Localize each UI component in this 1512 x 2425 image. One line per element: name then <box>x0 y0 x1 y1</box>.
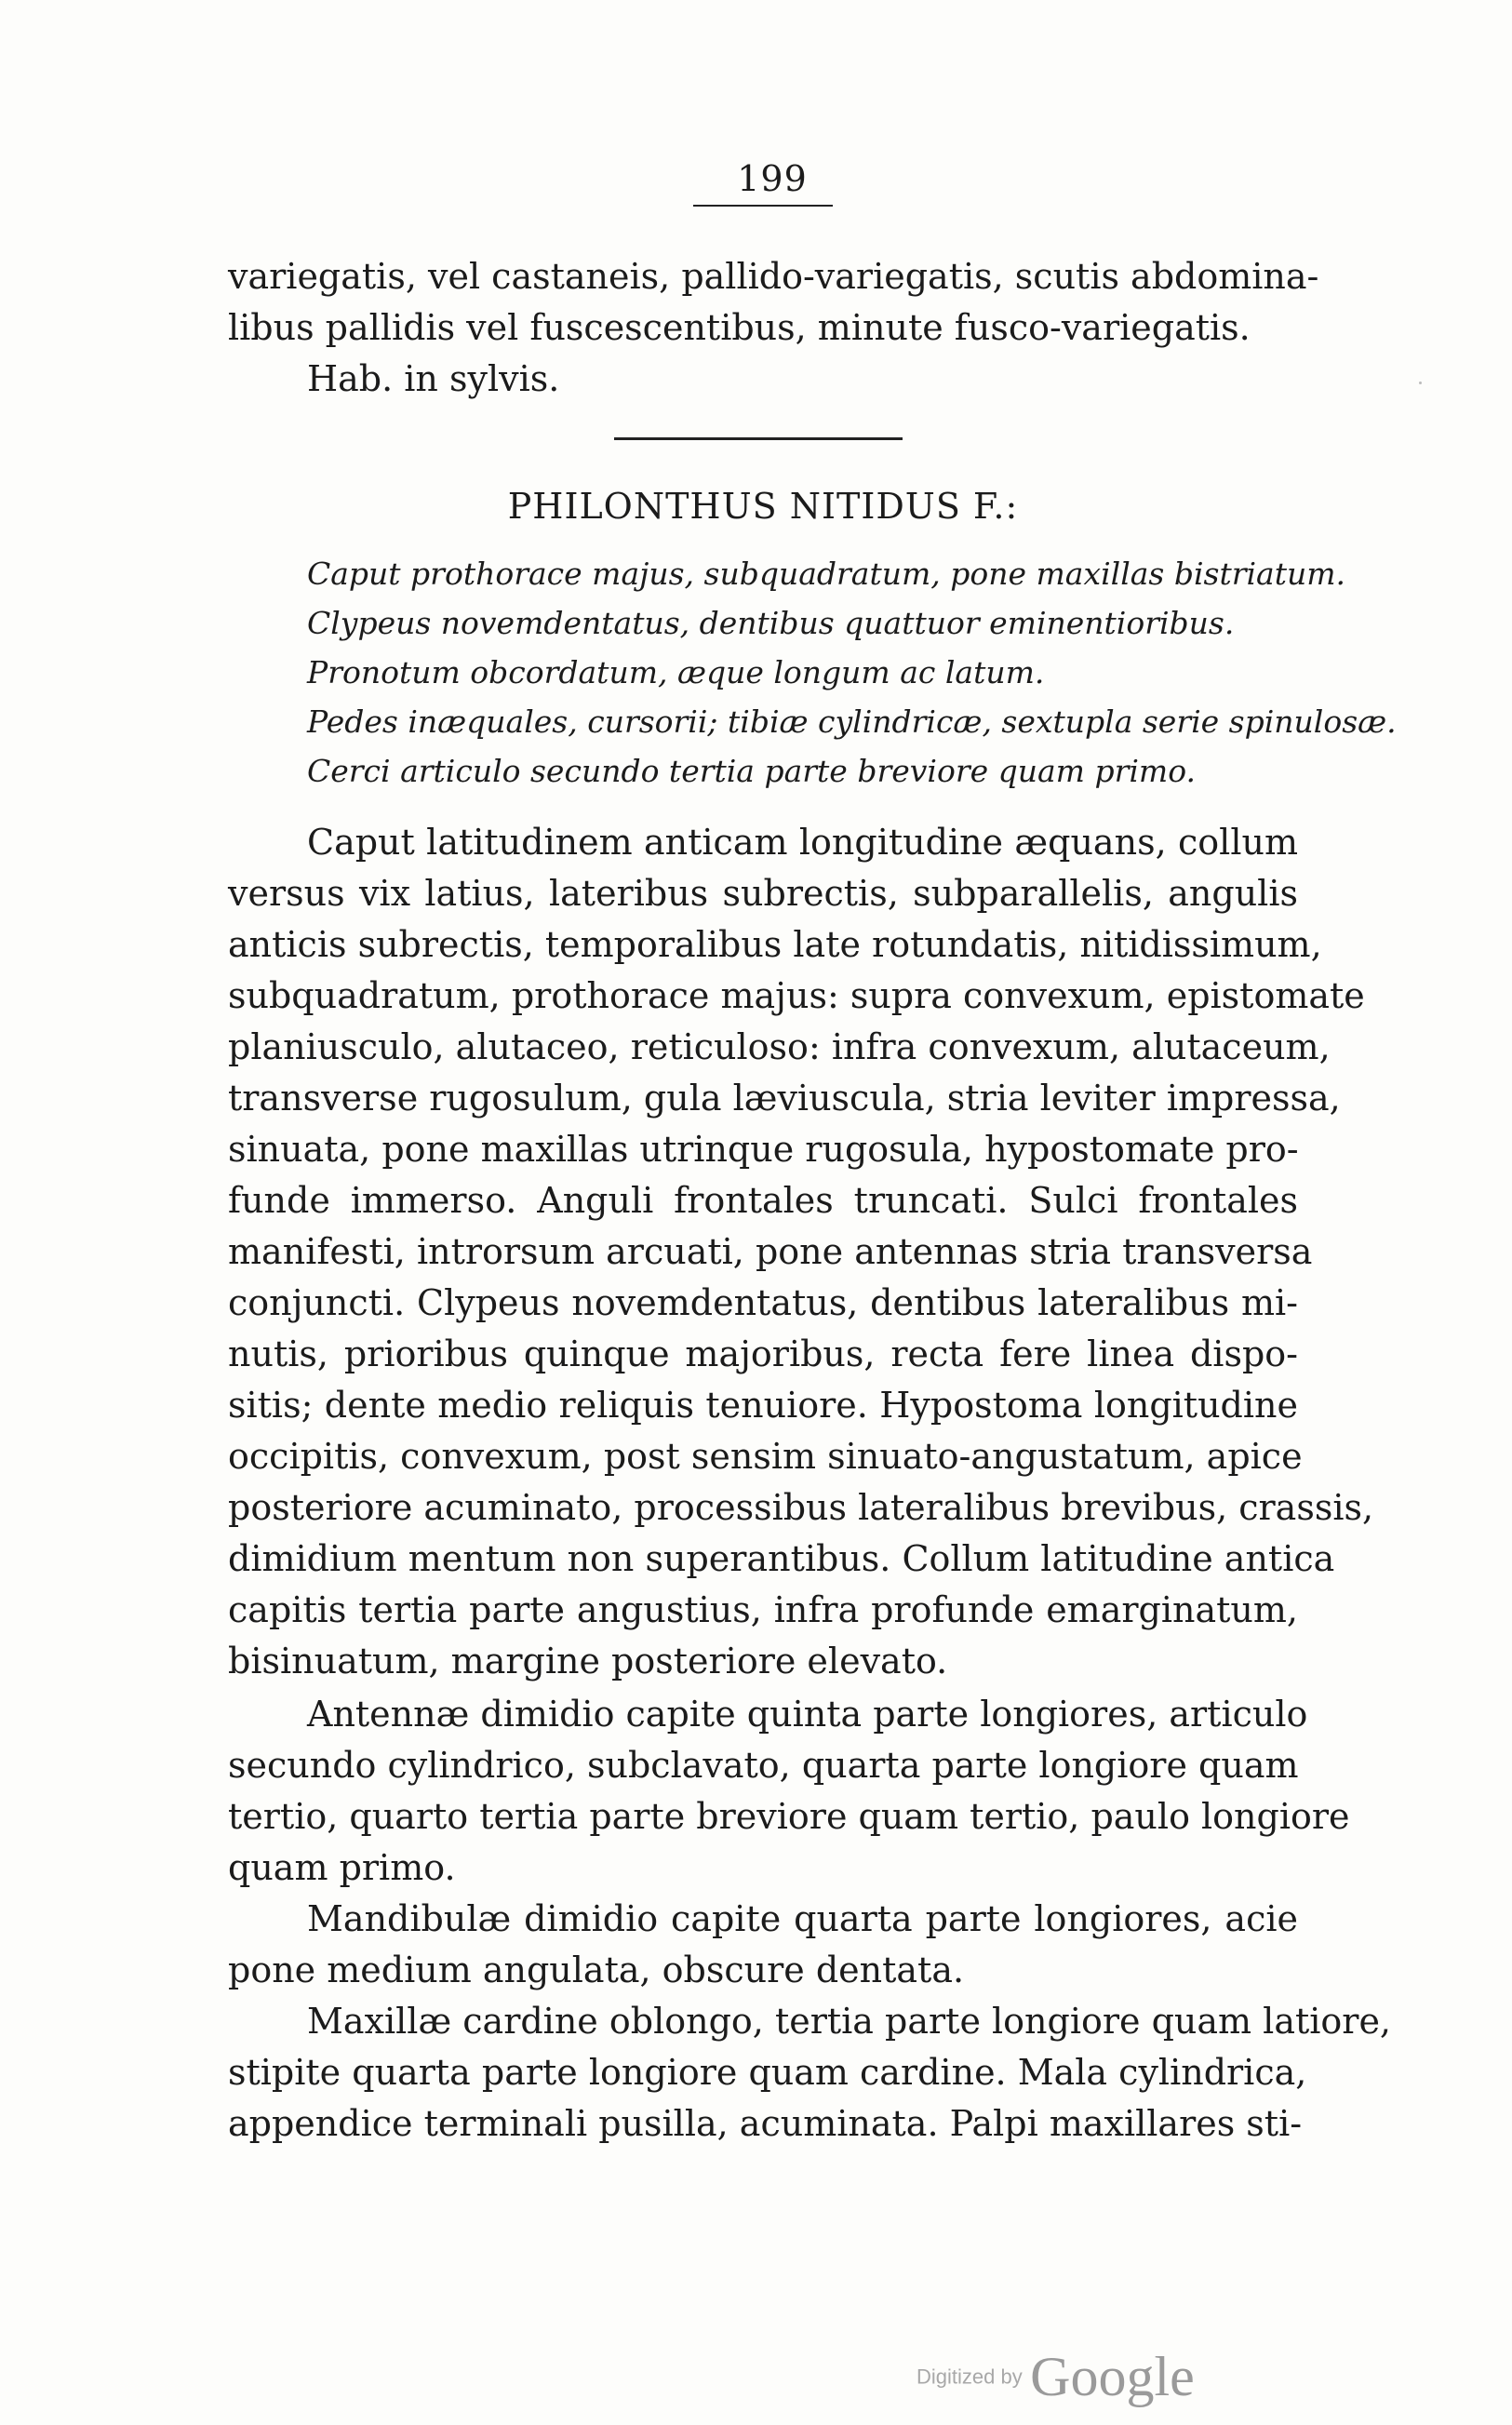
text-line: occipitis, convexum, post sensim sinuato-angustatum, apice <box>228 1436 1303 1477</box>
text-line: dimidium mentum non superantibus. Collum latitudine antica <box>228 1538 1335 1579</box>
text-line: Antennæ dimidio capite quinta parte longiores, articulo <box>307 1694 1308 1735</box>
text-line: subquadratum, prothorace majus: supra convexum, epistomate <box>228 975 1365 1016</box>
page-number-underline <box>693 205 833 207</box>
text-line: Cerci articulo secundo tertia parte breviore quam primo. <box>307 753 1196 789</box>
description-paragraph-antennae <box>228 1689 1350 1894</box>
text-line: planiusculo, alutaceo, reticuloso: infra convexum, alutaceum, <box>228 1026 1331 1067</box>
text-line: variegatis, vel castaneis, pallido-variegatis, scutis abdomina- <box>228 256 1319 297</box>
description-paragraph-caput <box>228 817 1374 1687</box>
text-line: transverse rugosulum, gula læviuscula, stria leviter impressa, <box>228 1078 1341 1119</box>
text-line: pone medium angulata, obscure dentata. <box>228 1949 965 1990</box>
scan-speck <box>1419 382 1422 384</box>
text-line: versus vix latius, lateribus subrectis, subparallelis, angulis <box>228 873 1298 914</box>
page-number: 199 <box>737 158 808 199</box>
digitized-label: Digitized by <box>917 2365 1023 2389</box>
species-heading: PHILONTHUS NITIDUS F.: <box>507 486 1019 527</box>
text-line: Maxillæ cardine oblongo, tertia parte longiore quam latiore, <box>307 2001 1392 2042</box>
google-logo: Google <box>1030 2346 1195 2407</box>
description-paragraph-maxillae <box>228 1996 1392 2150</box>
section-divider <box>614 437 903 440</box>
text-line: capitis tertia parte angustius, infra profunde emarginatum, <box>228 1589 1298 1630</box>
text-line: quam primo. <box>228 1847 456 1888</box>
digitized-watermark <box>917 2345 1195 2409</box>
text-line: funde immerso. Anguli frontales truncati. Sulci frontales <box>228 1180 1298 1221</box>
text-line: manifesti, introrsum arcuati, pone antennas stria transversa <box>228 1231 1313 1272</box>
text-line: Pronotum obcordatum, æque longum ac latum. <box>307 654 1045 690</box>
text-line: nutis, prioribus quinque majoribus, recta fere linea dispo- <box>228 1333 1298 1374</box>
text-line: sinuata, pone maxillas utrinque rugosula, hypostomate pro- <box>228 1129 1299 1170</box>
text-line: Caput latitudinem anticam longitudine æquans, collum <box>307 822 1298 863</box>
text-line: stipite quarta parte longiore quam cardine. Mala cylindrica, <box>228 2052 1307 2093</box>
text-line: posteriore acuminato, processibus lateralibus brevibus, crassis, <box>228 1487 1374 1528</box>
text-line: libus pallidis vel fuscescentibus, minute fusco-variegatis. <box>228 307 1251 348</box>
diagnosis-text <box>228 549 1397 796</box>
text-line: Mandibulæ dimidio capite quarta parte longiores, acie <box>307 1898 1298 1939</box>
text-line: Pedes inæquales, cursorii; tibiæ cylindricæ, sextupla serie spinulosæ. <box>307 703 1397 740</box>
text-line: appendice terminali pusilla, acuminata. Palpi maxillares sti- <box>228 2103 1303 2144</box>
text-line: Hab. in sylvis. <box>307 358 560 399</box>
text-line: Clypeus novemdentatus, dentibus quattuor eminentioribus. <box>307 605 1235 641</box>
text-line: anticis subrectis, temporalibus late rotundatis, nitidissimum, <box>228 924 1322 965</box>
description-paragraph-mandibulae <box>228 1894 1298 1996</box>
text-line: sitis; dente medio reliquis tenuiore. Hypostoma longitudine <box>228 1385 1298 1426</box>
text-line: secundo cylindrico, subclavato, quarta parte longiore quam <box>228 1745 1299 1786</box>
text-line: Caput prothorace majus, subquadratum, pone maxillas bistriatum. <box>307 556 1346 592</box>
text-line: tertio, quarto tertia parte breviore quam tertio, paulo longiore <box>228 1796 1350 1837</box>
text-line: bisinuatum, margine posteriore elevato. <box>228 1641 948 1681</box>
text-line: conjuncti. Clypeus novemdentatus, dentibus lateralibus mi- <box>228 1282 1298 1323</box>
intro-text <box>228 251 1319 405</box>
